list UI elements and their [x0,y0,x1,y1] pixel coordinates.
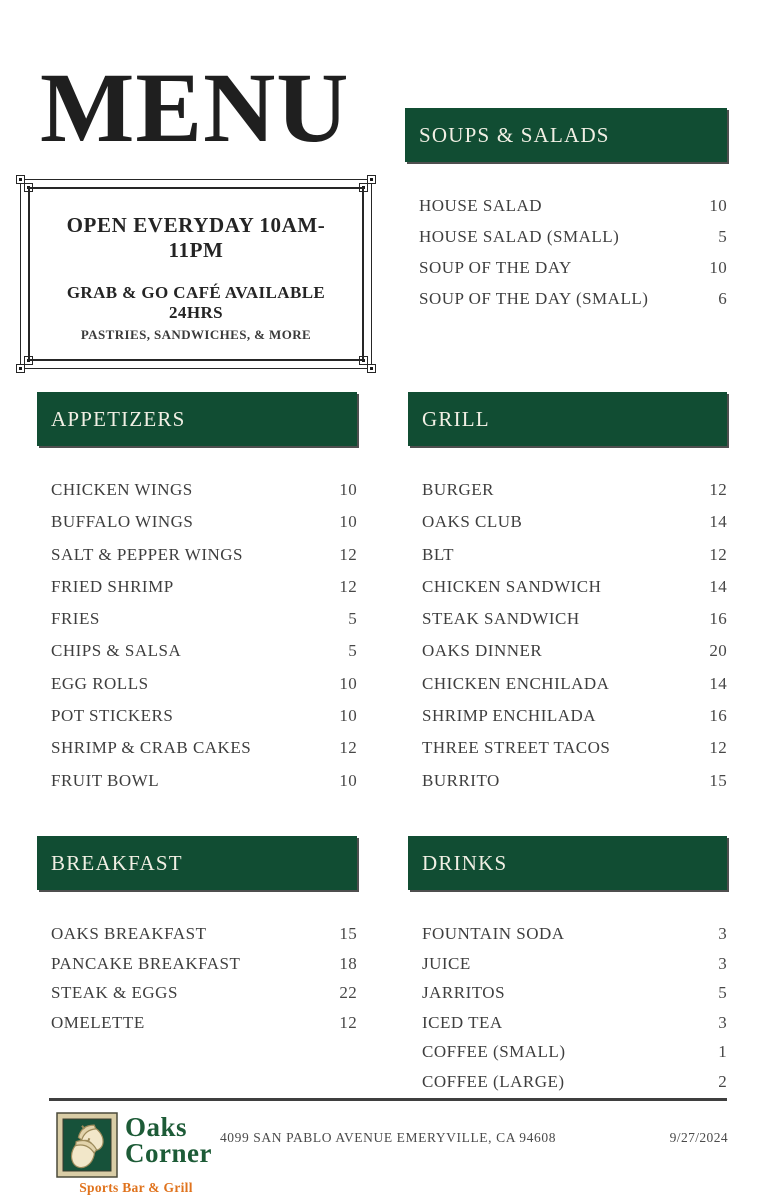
menu-item-row [405,227,727,258]
item-name: EGG ROLLS [51,673,149,693]
item-price: 5 [718,227,727,246]
menu-item-row [37,609,357,641]
item-name: SOUP OF THE DAY (SMALL) [419,289,649,308]
item-name: BLT [422,544,455,564]
item-price: 10 [709,258,727,277]
frame-corner-ornament [367,175,376,184]
cafe-hours-text: GRAB & GO CAFÉ AVAILABLE 24HRS [66,283,326,322]
menu-item-row [37,983,357,1013]
frame-corner-ornament [367,364,376,373]
item-price: 1 [718,1042,727,1061]
item-name: SHRIMP ENCHILADA [422,706,597,726]
item-price: 10 [339,512,357,532]
section-title: SOUPS & SALADS [419,122,610,147]
item-price: 20 [709,641,727,661]
section-items-grill [408,480,727,803]
item-price: 6 [718,289,727,308]
item-name: ICED TEA [422,1012,503,1032]
menu-item-row [37,924,357,954]
menu-item-row [408,924,727,954]
cafe-subtext: PASTRIES, SANDWICHES, & MORE [80,327,312,342]
item-price: 16 [709,706,727,726]
item-price: 12 [709,544,727,564]
menu-item-row [408,641,727,673]
menu-item-row [408,512,727,544]
menu-item-row [408,771,727,803]
item-name: JARRITOS [422,983,506,1002]
section-grill [408,392,727,803]
item-name: BURRITO [422,770,500,790]
menu-item-row [37,577,357,609]
item-name: STEAK & EGGS [51,983,178,1002]
hours-info-frame [28,187,364,361]
item-price: 12 [709,738,727,758]
section-header-soups-salads [405,108,727,162]
item-name: HOUSE SALAD (SMALL) [419,227,620,246]
menu-item-row [408,545,727,577]
section-items-drinks [408,924,727,1101]
item-name: CHICKEN WINGS [51,480,193,499]
logo-tagline: Sports Bar & Grill [79,1180,193,1195]
item-price: 15 [709,770,727,790]
menu-item-row [408,480,727,512]
item-name: FRIES [51,609,100,629]
item-name: SOUP OF THE DAY [419,258,572,277]
item-name: JUICE [422,953,471,973]
menu-item-row [408,577,727,609]
section-appetizers [37,392,357,803]
menu-item-row [37,1013,357,1043]
frame-corner-ornament [16,364,25,373]
item-name: OAKS BREAKFAST [51,924,207,943]
item-price: 14 [709,512,727,532]
open-hours-text: OPEN EVERYDAY 10AM-11PM [66,213,326,262]
section-drinks [408,836,727,1101]
section-items-soups-salads [405,196,727,320]
section-title: DRINKS [422,850,508,875]
item-price: 16 [709,609,727,629]
item-price: 5 [348,609,357,629]
section-breakfast [37,836,357,1042]
item-name: FRIED SHRIMP [51,576,174,596]
section-title: GRILL [422,406,490,431]
item-price: 10 [339,673,357,693]
menu-item-row [408,1013,727,1043]
menu-item-row [37,954,357,984]
section-header-breakfast [37,836,357,890]
menu-item-row [408,609,727,641]
item-price: 2 [718,1071,727,1091]
menu-item-row [408,1072,727,1102]
item-price: 3 [718,924,727,943]
item-name: FOUNTAIN SODA [422,924,565,943]
menu-item-row [37,545,357,577]
page-title: MENU [40,52,350,163]
item-name: SALT & PEPPER WINGS [51,544,243,564]
menu-item-row [408,674,727,706]
item-name: PANCAKE BREAKFAST [51,953,241,973]
section-header-drinks [408,836,727,890]
menu-item-row [405,289,727,320]
item-name: COFFEE (LARGE) [422,1071,565,1091]
item-price: 5 [718,983,727,1002]
item-price: 5 [348,641,357,661]
menu-item-row [408,954,727,984]
menu-date: 9/27/2024 [669,1130,728,1145]
item-name: BUFFALO WINGS [51,512,194,532]
menu-item-row [408,1042,727,1072]
item-name: SHRIMP & CRAB CAKES [51,738,252,758]
item-price: 22 [339,983,357,1002]
item-name: POT STICKERS [51,706,174,726]
section-title: APPETIZERS [51,406,186,431]
logo-word-corner: Corner [125,1138,212,1168]
item-price: 3 [718,1012,727,1032]
menu-item-row [37,512,357,544]
section-header-grill [408,392,727,446]
item-price: 10 [339,770,357,790]
menu-item-row [405,196,727,227]
menu-item-row [408,983,727,1013]
item-name: STEAK SANDWICH [422,609,580,629]
item-price: 14 [709,673,727,693]
menu-item-row [37,480,357,512]
item-price: 12 [339,544,357,564]
logo-word-oaks: Oaks [125,1112,188,1142]
menu-item-row [408,738,727,770]
menu-item-row [405,258,727,289]
item-price: 18 [339,953,357,973]
item-price: 10 [709,196,727,215]
item-price: 10 [339,706,357,726]
item-name: CHICKEN SANDWICH [422,576,602,596]
item-price: 12 [339,738,357,758]
section-items-appetizers [37,480,357,803]
item-name: BURGER [422,480,494,499]
item-price: 10 [339,480,357,499]
menu-item-row [37,641,357,673]
section-soups-salads [405,108,727,320]
menu-item-row [37,674,357,706]
item-name: HOUSE SALAD [419,196,543,215]
item-price: 12 [339,1012,357,1032]
restaurant-address: 4099 SAN PABLO AVENUE EMERYVILLE, CA 94608 [219,1130,557,1145]
item-price: 15 [339,924,357,943]
item-price: 12 [339,576,357,596]
item-price: 3 [718,953,727,973]
item-price: 12 [709,480,727,499]
item-name: OAKS DINNER [422,641,543,661]
menu-item-row [37,771,357,803]
item-name: FRUIT BOWL [51,770,160,790]
section-title: BREAKFAST [51,850,183,875]
item-name: THREE STREET TACOS [422,738,611,758]
menu-item-row [37,738,357,770]
item-price: 14 [709,576,727,596]
restaurant-logo [56,1112,226,1196]
item-name: CHIPS & SALSA [51,641,182,661]
item-name: OMELETTE [51,1012,145,1032]
item-name: OAKS CLUB [422,512,523,532]
menu-item-row [37,706,357,738]
section-items-breakfast [37,924,357,1042]
menu-item-row [408,706,727,738]
item-name: COFFEE (SMALL) [422,1042,566,1061]
hours-info-box [20,179,372,369]
footer-divider [49,1098,727,1101]
item-name: CHICKEN ENCHILADA [422,673,610,693]
section-header-appetizers [37,392,357,446]
